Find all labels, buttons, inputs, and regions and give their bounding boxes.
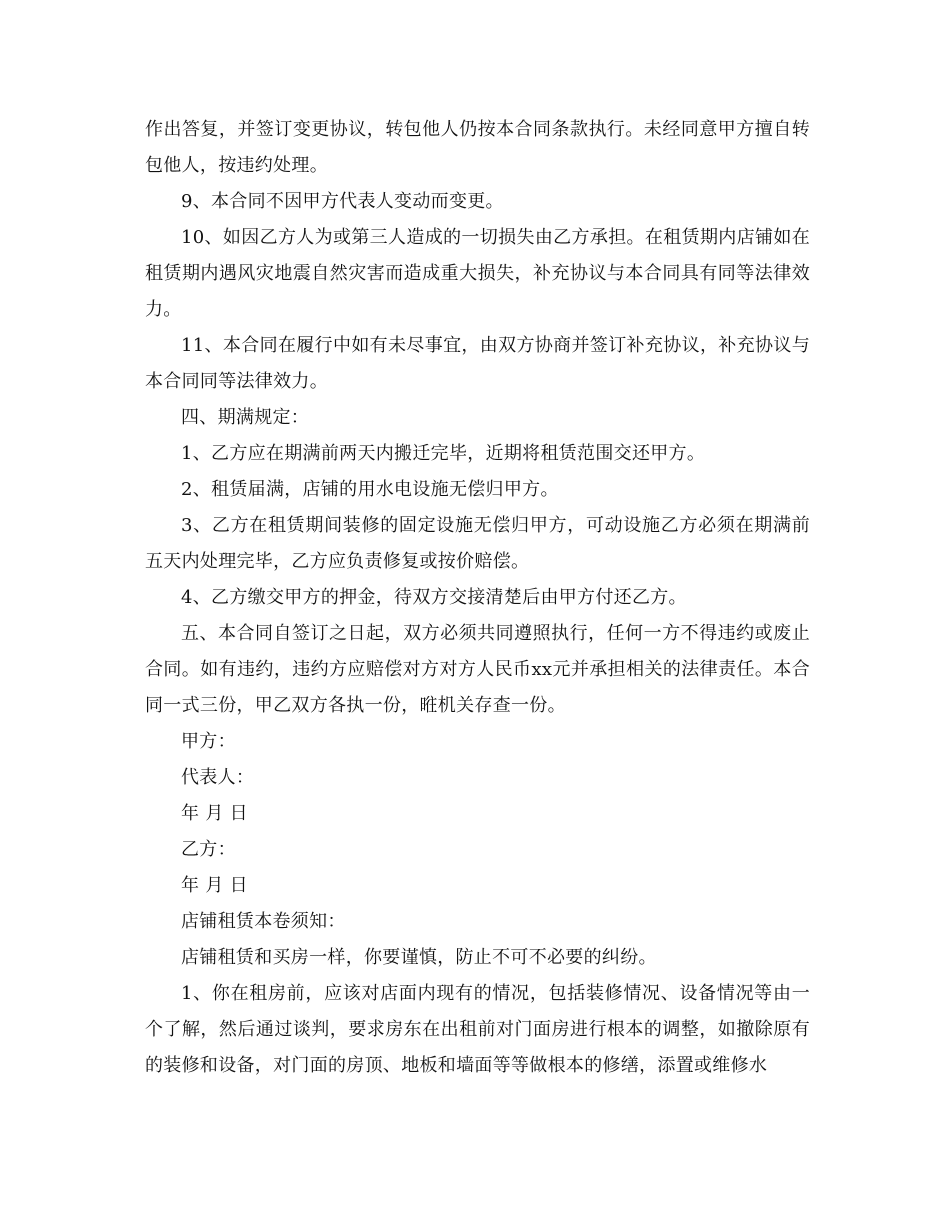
clause-9: 9、本合同不因甲方代表人变动而变更。 bbox=[181, 191, 504, 212]
date-line-b: 年 月 日 bbox=[181, 875, 248, 896]
section-heading-expiry: 四、期满规定： bbox=[181, 407, 310, 428]
section-effective: 五、本合同自签订之日起，双方必须共同遵照执行，任何一方不得违约或废止合同。如有违约，违约方应赔偿对方对方人民币xx元并承担相关的法律责任。本合同一式三份，甲乙双方各执一份，暀机关存查一份。 bbox=[145, 623, 810, 716]
expiry-clause-4: 4、乙方缴交甲方的押金，待双方交接清楚后由甲方付还乙方。 bbox=[181, 587, 687, 608]
expiry-clause-2: 2、租赁届满，店铺的用水电设施无偿归甲方。 bbox=[181, 479, 559, 500]
clause-10: 10、如因乙方人为或第三人造成的一切损失由乙方承担。在租赁期内店铺如在租赁期内遇风灾地震自然灾害而造成重大损失，补充协议与本合同具有同等法律效力。 bbox=[145, 227, 810, 320]
party-a-label: 甲方： bbox=[181, 731, 236, 752]
date-line-a: 年 月 日 bbox=[181, 803, 248, 824]
document-body bbox=[145, 112, 810, 1084]
clause-11: 11、本合同在履行中如有未尽事宜，由双方协商并签订补充协议，补充协议与本合同同等法律效力。 bbox=[145, 335, 810, 392]
representative-label: 代表人： bbox=[181, 767, 255, 788]
paragraph-continuation: 作出答复，并签订变更协议，转包他人仍按本合同条款执行。未经同意甲方擅自转包他人，按违约处理。 bbox=[145, 119, 810, 176]
notice-intro: 店铺租赁和买房一样，你要谨慎，防止不可不必要的纠纷。 bbox=[181, 947, 657, 968]
party-b-label: 乙方： bbox=[181, 839, 236, 860]
notice-heading: 店铺租赁本卷须知： bbox=[181, 911, 346, 932]
expiry-clause-3: 3、乙方在租赁期间装修的固定设施无偿归甲方，可动设施乙方必须在期满前五天内处理完毕，乙方应负责修复或按价赔偿。 bbox=[145, 515, 810, 572]
notice-item-1: 1、你在租房前，应该对店面内现有的情况，包括装修情况、设备情况等由一个了解，然后通过谈判，要求房东在出租前对门面房进行根本的调整，如撤除原有的装修和设备，对门面的房顶、地板和墙面等等做根本的修缮，添置或维修水 bbox=[145, 983, 810, 1076]
expiry-clause-1: 1、乙方应在期满前两天内搬迁完毕，近期将租赁范围交还甲方。 bbox=[181, 443, 706, 464]
